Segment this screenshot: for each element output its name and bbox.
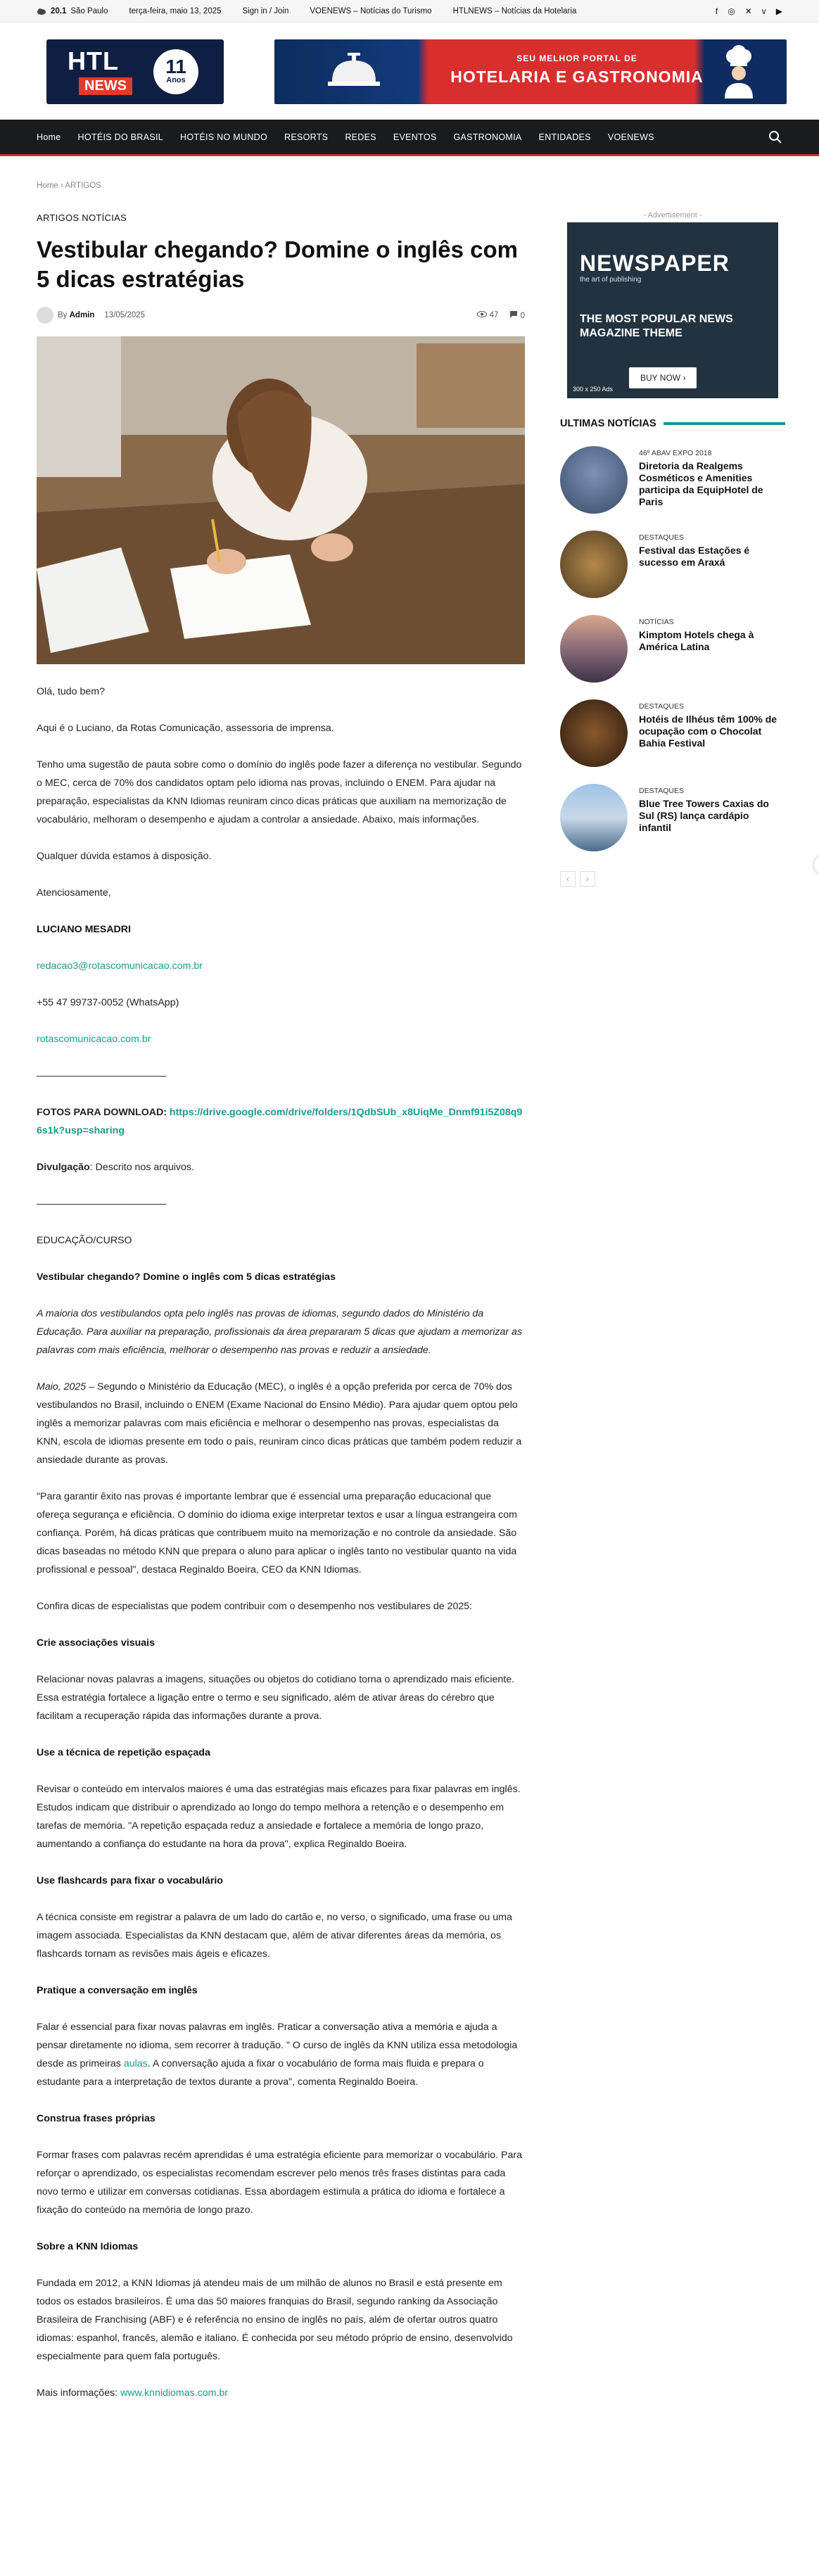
social-links [716,6,782,16]
nav-home[interactable]: Home [37,132,61,142]
breadcrumb-home[interactable]: Home [37,182,58,190]
news-category[interactable]: 46º ABAV EXPO 2018 [639,449,712,457]
nav-resorts[interactable]: RESORTS [284,132,329,142]
weather-temp: 20.1 [51,6,67,15]
article-paragraph: Formar frases com palavras recém aprendidas é uma estratégia eficiente para memorizar o vocabulário. Para reforçar o aprendizado, os especialistas recomendam escrever pelo menos três frases distintas para cada novo termo e utilizar em conversas cotidianas. Essa abordagem estimula a prática do idioma e fortalece a fixação do conteúdo na memória de longo prazo. [37,2150,522,2216]
voenews-link[interactable]: VOENEWS – Notícias do Turismo [310,6,432,15]
service-bell-icon [324,51,384,93]
news-category[interactable]: NOTÍCIAS [639,618,674,626]
instagram-icon[interactable]: ◎ [728,6,735,16]
news-title[interactable]: Diretoria da Realgems Cosméticos e Amenities participa da EquipHotel de Paris [639,460,763,507]
sidebar [560,211,785,887]
news-category[interactable]: DESTAQUES [639,702,684,711]
news-title[interactable]: Kimptom Hotels chega à América Latina [639,629,754,652]
author-name[interactable]: Admin [69,311,95,319]
author-byline [58,311,94,319]
featured-image [37,336,525,664]
nav-entidades[interactable]: ENTIDADES [538,132,591,142]
news-pager [560,871,785,887]
logo-anos-number: 11 [165,56,186,77]
chef-icon [718,45,760,99]
logo-anos-label: Anos [166,76,186,84]
divider-line: ————————————— [37,1198,167,1210]
section-label: EDUCAÇÃO/CURSO [37,1235,132,1246]
tip-heading: Use flashcards para fixar o vocabulário [37,1875,223,1886]
ad-title: NEWSPAPER [580,250,730,276]
article-paragraph: Olá, tudo bem? [37,686,106,697]
news-category[interactable]: DESTAQUES [639,533,684,542]
main-nav [0,120,819,156]
facebook-icon[interactable]: f [715,6,718,16]
latest-news-header [560,418,785,429]
news-item[interactable] [560,784,785,868]
sidebar-ad[interactable] [567,222,778,398]
htlnews-link[interactable]: HTLNEWS – Notícias da Hotelaria [452,6,577,15]
news-item[interactable] [560,615,785,699]
by-label: By [58,311,68,319]
top-date: terça-feira, maio 13, 2025 [129,6,222,15]
breadcrumb [37,182,101,190]
photos-download-link[interactable]: https://drive.google.com/drive/folders/1QdbSUb_x8UiqMe_Dnmf91i5Z08q96s1k?usp=sharing [37,1107,523,1136]
next-page-button[interactable]: › [580,871,595,887]
ad-subtitle: the art of publishing [580,276,642,284]
nav-eventos[interactable]: EVENTOS [393,132,437,142]
tip-heading: Crie associações visuais [37,1637,155,1649]
article-paragraph: Tenho uma sugestão de pauta sobre como o domínio do inglês pode fazer a diferença no vestibular. Segundo o MEC, cerca de 70% dos candidatos optam pelo idioma nas provas, incluindo o ENEM. Para ajudar na preparação, especialistas da KNN Idiomas reuniram cinco dicas práticas que auxiliam na memorização de vocabulário, melhoram o desempenho e ajudam a controlar a ansiedade. Abaixo, mais informações. [37,759,522,825]
article-paragraph: Qualquer dúvida estamos à disposição. [37,851,212,862]
nav-hoteis-brasil[interactable]: HOTÉIS DO BRASIL [77,132,164,142]
news-category[interactable]: DESTAQUES [639,787,684,795]
aulas-link[interactable]: aulas [123,2058,148,2069]
divider-line: ————————————— [37,1070,167,1081]
nav-redes[interactable]: REDES [345,132,376,142]
nav-hoteis-mundo[interactable]: HOTÉIS NO MUNDO [180,132,267,142]
divulgacao-text: : Descrito nos arquivos. [89,1162,194,1173]
ad-headline: THE MOST POPULAR NEWS MAGAZINE THEME [580,313,733,339]
news-title[interactable]: Blue Tree Towers Caxias do Sul (RS) lança cardápio infantil [639,798,769,833]
email-link[interactable]: redacao3@rotascomunicacao.com.br [37,960,203,972]
article-dateline: Maio, 2025 [37,1381,87,1392]
article-paragraph: Revisar o conteúdo em intervalos maiores é uma das estratégias mais eficazes para fixar palavras em inglês. Estudos indicam que distribuir o aprendizado ao longo do tempo melhora a retenção e o desempenho em tarefas de memória. "A repetição espaçada reduz a ansiedade e fortalece a memória de longo prazo, aumentando a confiança do estudante na hora da prova", explica Reginaldo Boeira. [37,1784,521,1850]
logo-anos-badge [153,49,198,94]
post-title: Vestibular chegando? Domine o inglês com 5 dicas estratégias [37,236,518,292]
latest-news-list [560,446,785,868]
signin-link[interactable]: Sign in / Join [242,6,289,15]
header-banner[interactable] [274,39,787,104]
comments-count: 0 [520,312,525,320]
article-paragraph: "Para garantir êxito nas provas é importante lembrar que é essencial uma preparação educacional que ofereça segurança e eficiência. O domínio do idioma exige interpretar textos e usar a língua estrangeira com confiança. Porém, há dicas práticas que contribuem muito na memorização e no controle da ansiedade. São dicas baseadas no método KNN que prepara o aluno para aplicar o inglês tanto no vestibular quanto na vida profissional e pessoal", destaca Reginaldo Boeira, CEO da KNN Idiomas. [37,1491,517,1575]
post-stats [477,310,525,320]
knn-site-link[interactable]: www.knnidiomas.com.br [120,2387,229,2399]
article-heading: Vestibular chegando? Domine o inglês com 5 dicas estratégias [37,1271,336,1283]
weather-city: São Paulo [70,6,108,15]
news-item[interactable] [560,699,785,784]
search-icon[interactable] [768,130,782,144]
prev-page-button[interactable]: ‹ [560,871,576,887]
article-paragraph: . A conversação ajuda a fixar o vocabulário de forma mais fluida e prepara o estudante para a interpretação de textos durante a prova", comenta Reginaldo Boeira. [37,2058,484,2088]
post-meta [37,307,525,324]
article-paragraph: – Segundo o Ministério da Educação (MEC), o inglês é a opção preferida por cerca de 70% dos vestibulandos no Brasil, incluindo o ENEM (Exame Nacional do Ensino Médio). Para ajudar quem optou pelo inglês a memorizar palavras com mais eficiência e melhorar o desempenho nas provas, especialistas da KNN, escola de idiomas presente em todo o país, reuniram cinco dicas práticas que também podem reduzir a ansiedade durante as provas. [37,1381,522,1466]
article-paragraph: Relacionar novas palavras a imagens, situações ou objetos do cotidiano torna o aprendizado mais eficiente. Essa estratégia fortalece a ligação entre o termo e seu significado, além de ativar áreas do cérebro que facilitam a recuperação rápida das informações durante a prova. [37,1674,515,1722]
eye-icon [477,311,487,317]
site-logo[interactable] [46,39,224,104]
weather-widget [37,7,108,15]
news-thumbnail[interactable] [560,699,628,767]
tip-heading: Pratique a conversação em inglês [37,1985,198,1996]
tip-heading: Construa frases próprias [37,2113,155,2124]
signature-name: LUCIANO MESADRI [37,924,131,935]
signature-phone: +55 47 99737-0052 (WhatsApp) [37,997,179,1008]
news-title[interactable]: Hotéis de Ilhéus têm 100% de ocupação com o Chocolat Bahia Festival [639,713,777,749]
news-title[interactable]: Festival das Estações é sucesso em Araxá [639,545,750,568]
advertisement-label: - Advertisement - [643,211,702,220]
article-paragraph: Falar é essencial para fixar novas palavras em inglês. Praticar a conversação ativa a memória e ajuda a pensar diretamente no idioma, sem recorrer à tradução. " O curso de inglês da KNN utiliza essa metodologia desde as primeiras [37,2022,518,2069]
article-paragraph: Aqui é o Luciano, da Rotas Comunicação, assessoria de imprensa. [37,723,334,734]
nav-voenews[interactable]: VOENEWS [607,132,654,142]
latest-news-underline [664,422,785,425]
tip-heading: Use a técnica de repetição espaçada [37,1747,210,1758]
banner-line1: SEU MELHOR PORTAL DE [516,53,637,63]
latest-news-title: ULTIMAS NOTÍCIAS [560,418,656,429]
article-paragraph: Fundada em 2012, a KNN Idiomas já atendeu mais de um milhão de alunos no Brasil e está presente em todos os estados brasileiros. É uma das 50 maiores franquias do Brasil, segundo ranking da Associação Brasileira de Franchising (ABF) e é referência no ensino de inglês no país, além de ofertar outros quatro idiomas: espanhol, francês, alemão e italiano. É conhecida por seu método próprio de ensino, desenvolvido especialmente para quem fala português. [37,2278,513,2362]
author-avatar[interactable] [37,307,53,324]
student-writing-photo [37,336,525,664]
logo-news-text: NEWS [79,77,132,95]
article-paragraph: Atenciosamente, [37,887,111,899]
x-twitter-icon[interactable]: ✕ [744,6,752,16]
views-count: 47 [489,311,499,319]
news-item[interactable] [560,446,785,531]
ad-size-label: 300 x 250 Ads [573,386,614,393]
logo-htl-text: HTL [68,46,119,75]
breadcrumb-separator: › [60,182,63,190]
news-thumbnail[interactable] [560,446,628,514]
ad-buy-button[interactable]: BUY NOW › [629,367,697,388]
photos-label: FOTOS PARA DOWNLOAD: [37,1107,167,1118]
post-category[interactable]: ARTIGOS NOTÍCIAS [37,212,127,223]
breadcrumb-current[interactable]: ARTIGOS [65,182,101,190]
divulgacao-label: Divulgação [37,1162,90,1173]
article-lead: A maioria dos vestibulandos opta pelo inglês nas provas de idiomas, segundo dados do Ministério da Educação. Para auxiliar na preparação, profissionais da área prepararam 5 dicas que ajudam a memorizar as palavras com mais eficiência, melhorar o desempenho nas provas e reduzir a ansiedade. [37,1308,523,1356]
floating-side-button[interactable] [813,854,819,875]
comment-icon [509,310,518,318]
news-thumbnail[interactable] [560,615,628,683]
comments-counter[interactable] [509,310,525,320]
banner-line2: HOTELARIA E GASTRONOMIA [450,68,704,86]
cloud-icon [37,7,46,15]
post-date: 13/05/2025 [104,311,145,319]
views-counter [477,311,498,319]
more-info-label: Mais informações: [37,2387,121,2399]
news-thumbnail[interactable] [560,531,628,598]
nav-gastronomia[interactable]: GASTRONOMIA [453,132,522,142]
top-bar [0,0,819,23]
news-thumbnail[interactable] [560,784,628,851]
about-heading: Sobre a KNN Idiomas [37,2241,139,2252]
agency-site-link[interactable]: rotascomunicacao.com.br [37,1034,151,1045]
news-item[interactable] [560,531,785,615]
article-body [37,683,525,2420]
youtube-icon[interactable]: ▶ [775,6,782,16]
article-paragraph: A técnica consiste em registrar a palavra de um lado do cartão e, no verso, o significado, uma frase ou uma imagem associada. Especialistas da KNN destacam que, além de ativar diferentes áreas da memória, os flashcards tornam as revisões mais ágeis e eficazes. [37,1912,512,1960]
site-header [0,23,819,120]
vimeo-icon[interactable]: v [761,6,766,16]
article-paragraph: Confira dicas de especialistas que podem contribuir com o desempenho nos vestibulares de 2025: [37,1601,473,1612]
